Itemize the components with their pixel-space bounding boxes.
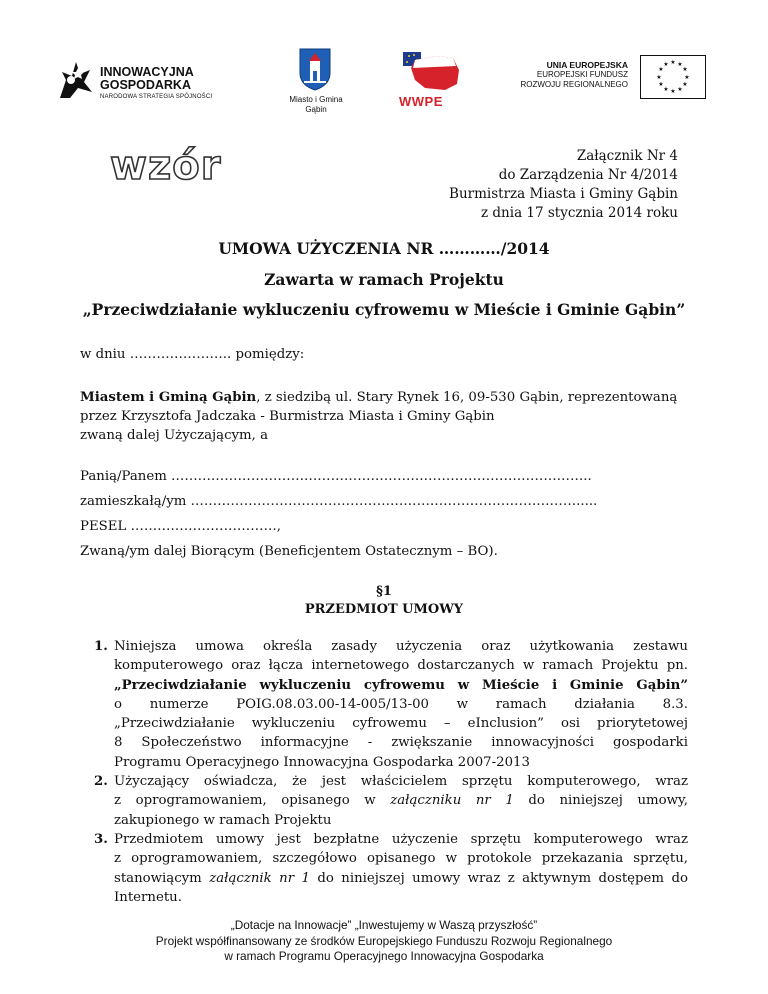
svg-text:★: ★ [682, 66, 688, 73]
ue-line1: EUROPEJSKI FUNDUSZ [536, 70, 628, 79]
svg-text:★: ★ [670, 59, 676, 66]
project-name-inline: „Przeciwdziałanie wykluczeniu cyfrowemu w Mieście i Gminie Gąbin” [114, 677, 688, 693]
wwpe-label: WWPE [399, 94, 443, 109]
party1-line2: przez Krzysztofa Jadczaka - Burmistrza Miasta i Gminy Gąbin [80, 409, 495, 424]
footer-line1: „Dotacje na Innowacje” „Inwestujemy w Waszą przyszłość” [230, 918, 538, 932]
text-span: z oprogramowaniem, opisanego w [114, 793, 391, 809]
party2-role: Zwaną/ym dalej Biorącym (Beneficjentem Ostatecznym – BO). [80, 544, 498, 559]
contract-subtitle: Zawarta w ramach Projektu [264, 270, 504, 289]
crest-line2: Gąbin [305, 104, 327, 114]
ig-sub: NARODOWA STRATEGIA SPÓJNOŚCI [100, 94, 213, 100]
point-line: o numerze POIG.08.03.00-14-005/13-00 w ramach działania 8.3. [114, 696, 688, 712]
page-footer [0, 918, 768, 965]
crest-icon [298, 47, 332, 91]
svg-text:★: ★ [663, 61, 669, 68]
svg-text:★: ★ [677, 61, 683, 68]
svg-text:★: ★ [677, 86, 683, 93]
point-line: Przedmiotem umowy jest bezpłatne użyczenie sprzętu komputerowego wraz [114, 831, 688, 847]
text-span: do niniejszej umowy, [513, 793, 688, 809]
point-line: Niniejsza umowa określa zasady użyczenia oraz użytkowania zestawu [114, 639, 688, 654]
ig-line2: GOSPODARKA [100, 78, 191, 92]
point-line [114, 869, 688, 888]
innowacyjna-gospodarka-logo [52, 58, 232, 106]
point-line: komputerowego oraz łącza internetowego dostarczanych w ramach Projektu pn. [114, 658, 688, 674]
footer-line2: Projekt współfinansowany ze środków Europejskiego Funduszu Rozwoju Regionalnego [155, 933, 613, 948]
party1-name: Miastem i Gminą Gąbin [80, 390, 257, 405]
attachment-note [378, 147, 678, 223]
point-line: 8 Społeczeństwo informacyjne - zwiększanie innowacyjności gospodarki [114, 735, 688, 751]
footer-line3: w ramach Programu Operacyjnego Innowacyjna Gospodarka [224, 949, 544, 963]
text-span: stanowiącym [114, 870, 210, 886]
ue-text-block [498, 60, 628, 90]
ue-line2: ROZWOJU REGIONALNEGO [520, 80, 628, 89]
svg-text:★: ★ [682, 81, 688, 88]
svg-text:★: ★ [684, 74, 690, 81]
svg-text:★: ★ [658, 81, 664, 88]
attachment-line3: Burmistrza Miasta i Gminy Gąbin [449, 186, 678, 202]
wwpe-logo [395, 50, 465, 114]
wzor-watermark: wzór [110, 143, 222, 189]
point-3 [80, 830, 688, 907]
poland-map-icon [401, 50, 463, 92]
svg-text:★: ★ [658, 66, 664, 73]
ue-title: UNIA EUROPEJSKA [546, 60, 628, 70]
party2-pesel: PESEL ……………………………, [80, 519, 282, 534]
attachment-line4: z dnia 17 stycznia 2014 roku [481, 205, 678, 221]
contract-title: UMOWA UŻYCZENIA NR …………/2014 [218, 239, 550, 258]
point-line: Programu Operacyjnego Innowacyjna Gospodarka 2007-2013 [114, 754, 530, 770]
section1-points [80, 637, 688, 907]
point-line: Internetu. [114, 889, 182, 905]
svg-text:★: ★ [663, 86, 669, 93]
point-line: z oprogramowaniem, szczegółowo opisanego w protokole przekazania sprzętu, [114, 851, 688, 867]
crest-line1: Miasto i Gmina [289, 95, 343, 104]
attachment-reference: załączniku nr 1 [390, 793, 514, 809]
section-number: §1 [376, 584, 392, 599]
party1-line3: zwaną dalej Użyczającym, a [80, 428, 269, 443]
point-number: 2. [94, 774, 108, 790]
point-line: zakupionego w ramach Projektu [114, 812, 332, 828]
ig-flame-icon [52, 58, 96, 102]
svg-text:★: ★ [656, 74, 662, 81]
party1-rest: , z siedzibą ul. Stary Rynek 16, 09-530 Gąbin, reprezentowaną [256, 390, 678, 405]
project-name: „Przeciwdziałanie wykluczeniu cyfrowemu w Mieście i Gminie Gąbin” [82, 300, 686, 319]
attachment-line2: do Zarządzenia Nr 4/2014 [498, 167, 678, 183]
point-line [114, 791, 688, 810]
crest-logo [287, 47, 345, 129]
party2-name: Panią/Panem ………………………………………………………………………………….. [80, 469, 592, 484]
eu-flag-icon [640, 55, 706, 99]
point-2 [80, 772, 688, 830]
point-number: 1. [94, 639, 108, 654]
text-span: do niniejszej umowy wraz z aktywnym dostępem do [309, 870, 688, 886]
attachment-line1: Załącznik Nr 4 [576, 148, 678, 164]
party2-address: zamieszkałą/ym ……………………………………………………………………………..... [80, 494, 598, 509]
ig-line1: INNOWACYJNA [100, 65, 194, 79]
party1-line1 [80, 390, 688, 405]
attachment-reference: załącznik nr 1 [209, 870, 310, 886]
point-1 [80, 637, 688, 772]
date-line: w dniu ………………….. pomiędzy: [80, 347, 305, 362]
point-line: Użyczający oświadcza, że jest właścicielem sprzętu komputerowego, wraz [114, 774, 688, 790]
point-number: 3. [94, 831, 108, 847]
svg-text:★: ★ [670, 88, 676, 95]
point-line: „Przeciwdziałanie wykluczeniu cyfrowemu – eInclusion” osi priorytetowej [114, 716, 688, 732]
section-heading: PRZEDMIOT UMOWY [304, 602, 464, 617]
